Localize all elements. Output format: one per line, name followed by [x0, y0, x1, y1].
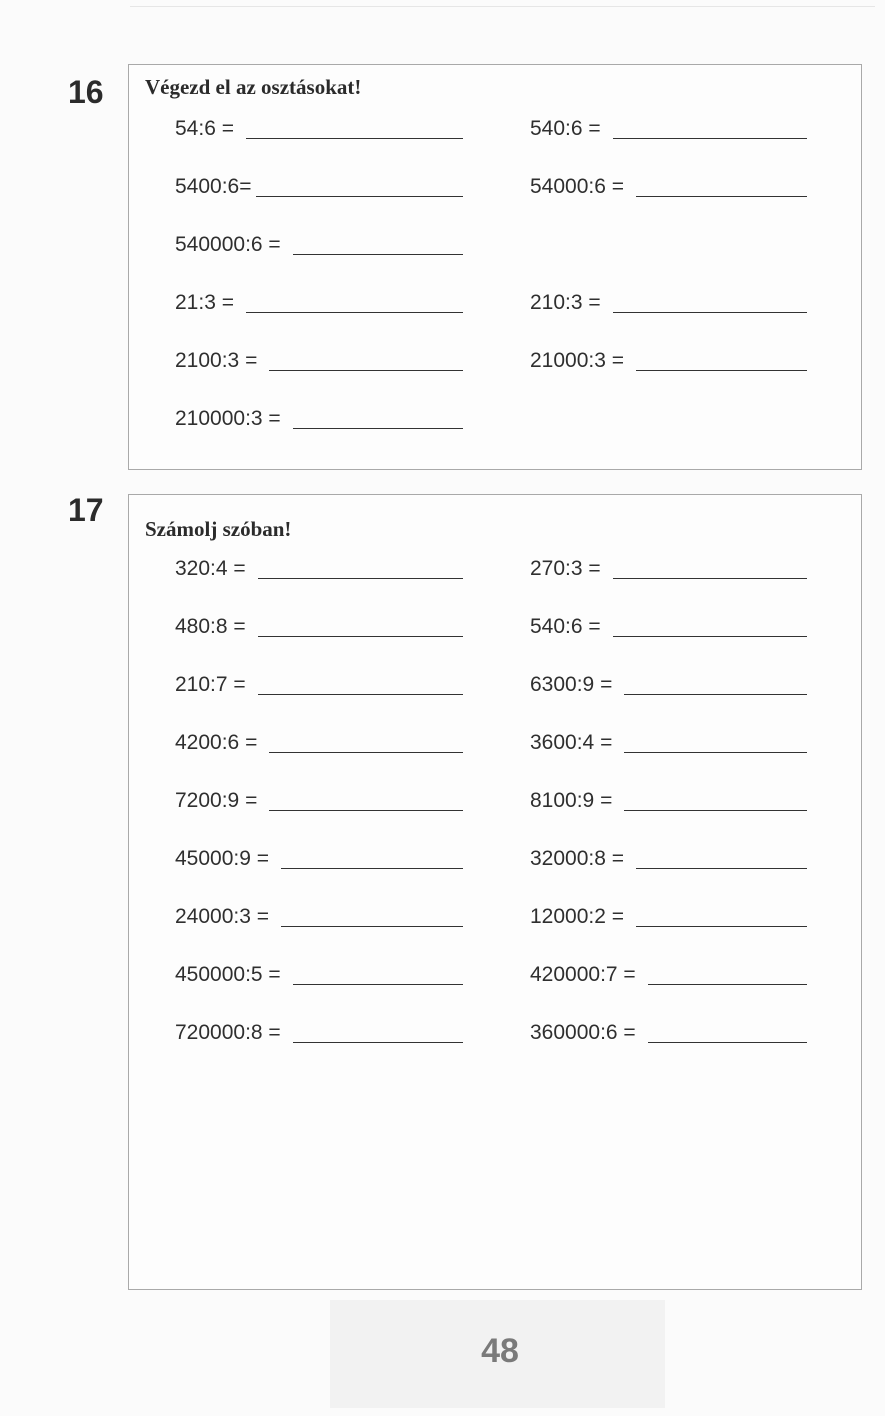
- division-expression: 54:6 =: [175, 117, 234, 140]
- answer-line[interactable]: [258, 694, 463, 696]
- division-expression: 320:4 =: [175, 557, 246, 580]
- answer-line[interactable]: [293, 254, 463, 256]
- answer-line[interactable]: [269, 810, 463, 812]
- answer-line[interactable]: [269, 752, 463, 754]
- division-expression: 720000:8 =: [175, 1021, 281, 1044]
- division-item: [530, 1021, 807, 1045]
- division-expression: 540:6 =: [530, 117, 601, 140]
- division-item: [175, 233, 463, 257]
- division-expression: 540:6 =: [530, 615, 601, 638]
- division-expression: 5400:6=: [175, 175, 252, 198]
- answer-line[interactable]: [636, 196, 807, 198]
- answer-line[interactable]: [648, 1042, 807, 1044]
- division-expression: 3600:4 =: [530, 731, 613, 754]
- division-item: [175, 731, 463, 755]
- division-item: [175, 673, 463, 697]
- page-number: 48: [481, 1332, 519, 1370]
- division-expression: 32000:8 =: [530, 847, 625, 870]
- division-expression: 270:3 =: [530, 557, 601, 580]
- division-item: [175, 847, 463, 871]
- answer-line[interactable]: [624, 810, 807, 812]
- division-item: [530, 963, 807, 987]
- answer-line[interactable]: [636, 926, 807, 928]
- answer-line[interactable]: [258, 578, 463, 580]
- division-item: [175, 615, 463, 639]
- division-expression: 450000:5 =: [175, 963, 281, 986]
- answer-line[interactable]: [613, 578, 807, 580]
- division-item: [530, 615, 807, 639]
- division-item: [530, 673, 807, 697]
- division-item: [530, 291, 807, 315]
- answer-line[interactable]: [281, 868, 463, 870]
- answer-line[interactable]: [256, 196, 464, 198]
- division-item: [175, 407, 463, 431]
- answer-line[interactable]: [648, 984, 807, 986]
- answer-line[interactable]: [293, 1042, 463, 1044]
- division-expression: 12000:2 =: [530, 905, 625, 928]
- division-expression: 210:7 =: [175, 673, 246, 696]
- division-item: [175, 789, 463, 813]
- division-item: [175, 175, 463, 199]
- exercise-box-17: [128, 494, 862, 1290]
- division-item: [175, 905, 463, 929]
- division-expression: 54000:6 =: [530, 175, 625, 198]
- answer-line[interactable]: [636, 868, 807, 870]
- division-item: [175, 291, 463, 315]
- top-rule: [130, 6, 875, 7]
- exercise-number: 16: [68, 74, 104, 110]
- division-item: [175, 349, 463, 373]
- division-item: [530, 847, 807, 871]
- division-expression: 480:8 =: [175, 615, 246, 638]
- division-expression: 210000:3 =: [175, 407, 281, 430]
- exercise-number: 17: [68, 492, 104, 528]
- division-item: [530, 349, 807, 373]
- division-expression: 7200:9 =: [175, 789, 258, 812]
- division-expression: 8100:9 =: [530, 789, 613, 812]
- division-item: [530, 117, 807, 141]
- division-expression: 2100:3 =: [175, 349, 258, 372]
- exercise-instruction: Számolj szóban!: [145, 517, 292, 541]
- division-expression: 21000:3 =: [530, 349, 625, 372]
- answer-line[interactable]: [246, 312, 463, 314]
- division-item: [175, 1021, 463, 1045]
- division-item: [530, 731, 807, 755]
- division-expression: 21:3 =: [175, 291, 234, 314]
- answer-line[interactable]: [293, 984, 463, 986]
- answer-line[interactable]: [636, 370, 807, 372]
- division-expression: 540000:6 =: [175, 233, 281, 256]
- division-item: [175, 117, 463, 141]
- division-item: [175, 557, 463, 581]
- division-item: [175, 963, 463, 987]
- division-expression: 24000:3 =: [175, 905, 270, 928]
- division-expression: 360000:6 =: [530, 1021, 636, 1044]
- answer-line[interactable]: [258, 636, 463, 638]
- division-expression: 210:3 =: [530, 291, 601, 314]
- division-item: [530, 905, 807, 929]
- division-item: [530, 175, 807, 199]
- answer-line[interactable]: [246, 138, 463, 140]
- answer-line[interactable]: [624, 752, 807, 754]
- division-expression: 420000:7 =: [530, 963, 636, 986]
- answer-line[interactable]: [293, 428, 463, 430]
- exercise-box-16: [128, 64, 862, 470]
- division-item: [530, 557, 807, 581]
- answer-line[interactable]: [269, 370, 463, 372]
- answer-line[interactable]: [613, 138, 807, 140]
- division-expression: 6300:9 =: [530, 673, 613, 696]
- answer-line[interactable]: [281, 926, 463, 928]
- answer-line[interactable]: [624, 694, 807, 696]
- division-item: [530, 789, 807, 813]
- division-expression: 4200:6 =: [175, 731, 258, 754]
- division-expression: 45000:9 =: [175, 847, 270, 870]
- answer-line[interactable]: [613, 312, 807, 314]
- answer-line[interactable]: [613, 636, 807, 638]
- exercise-instruction: Végezd el az osztásokat!: [145, 75, 362, 99]
